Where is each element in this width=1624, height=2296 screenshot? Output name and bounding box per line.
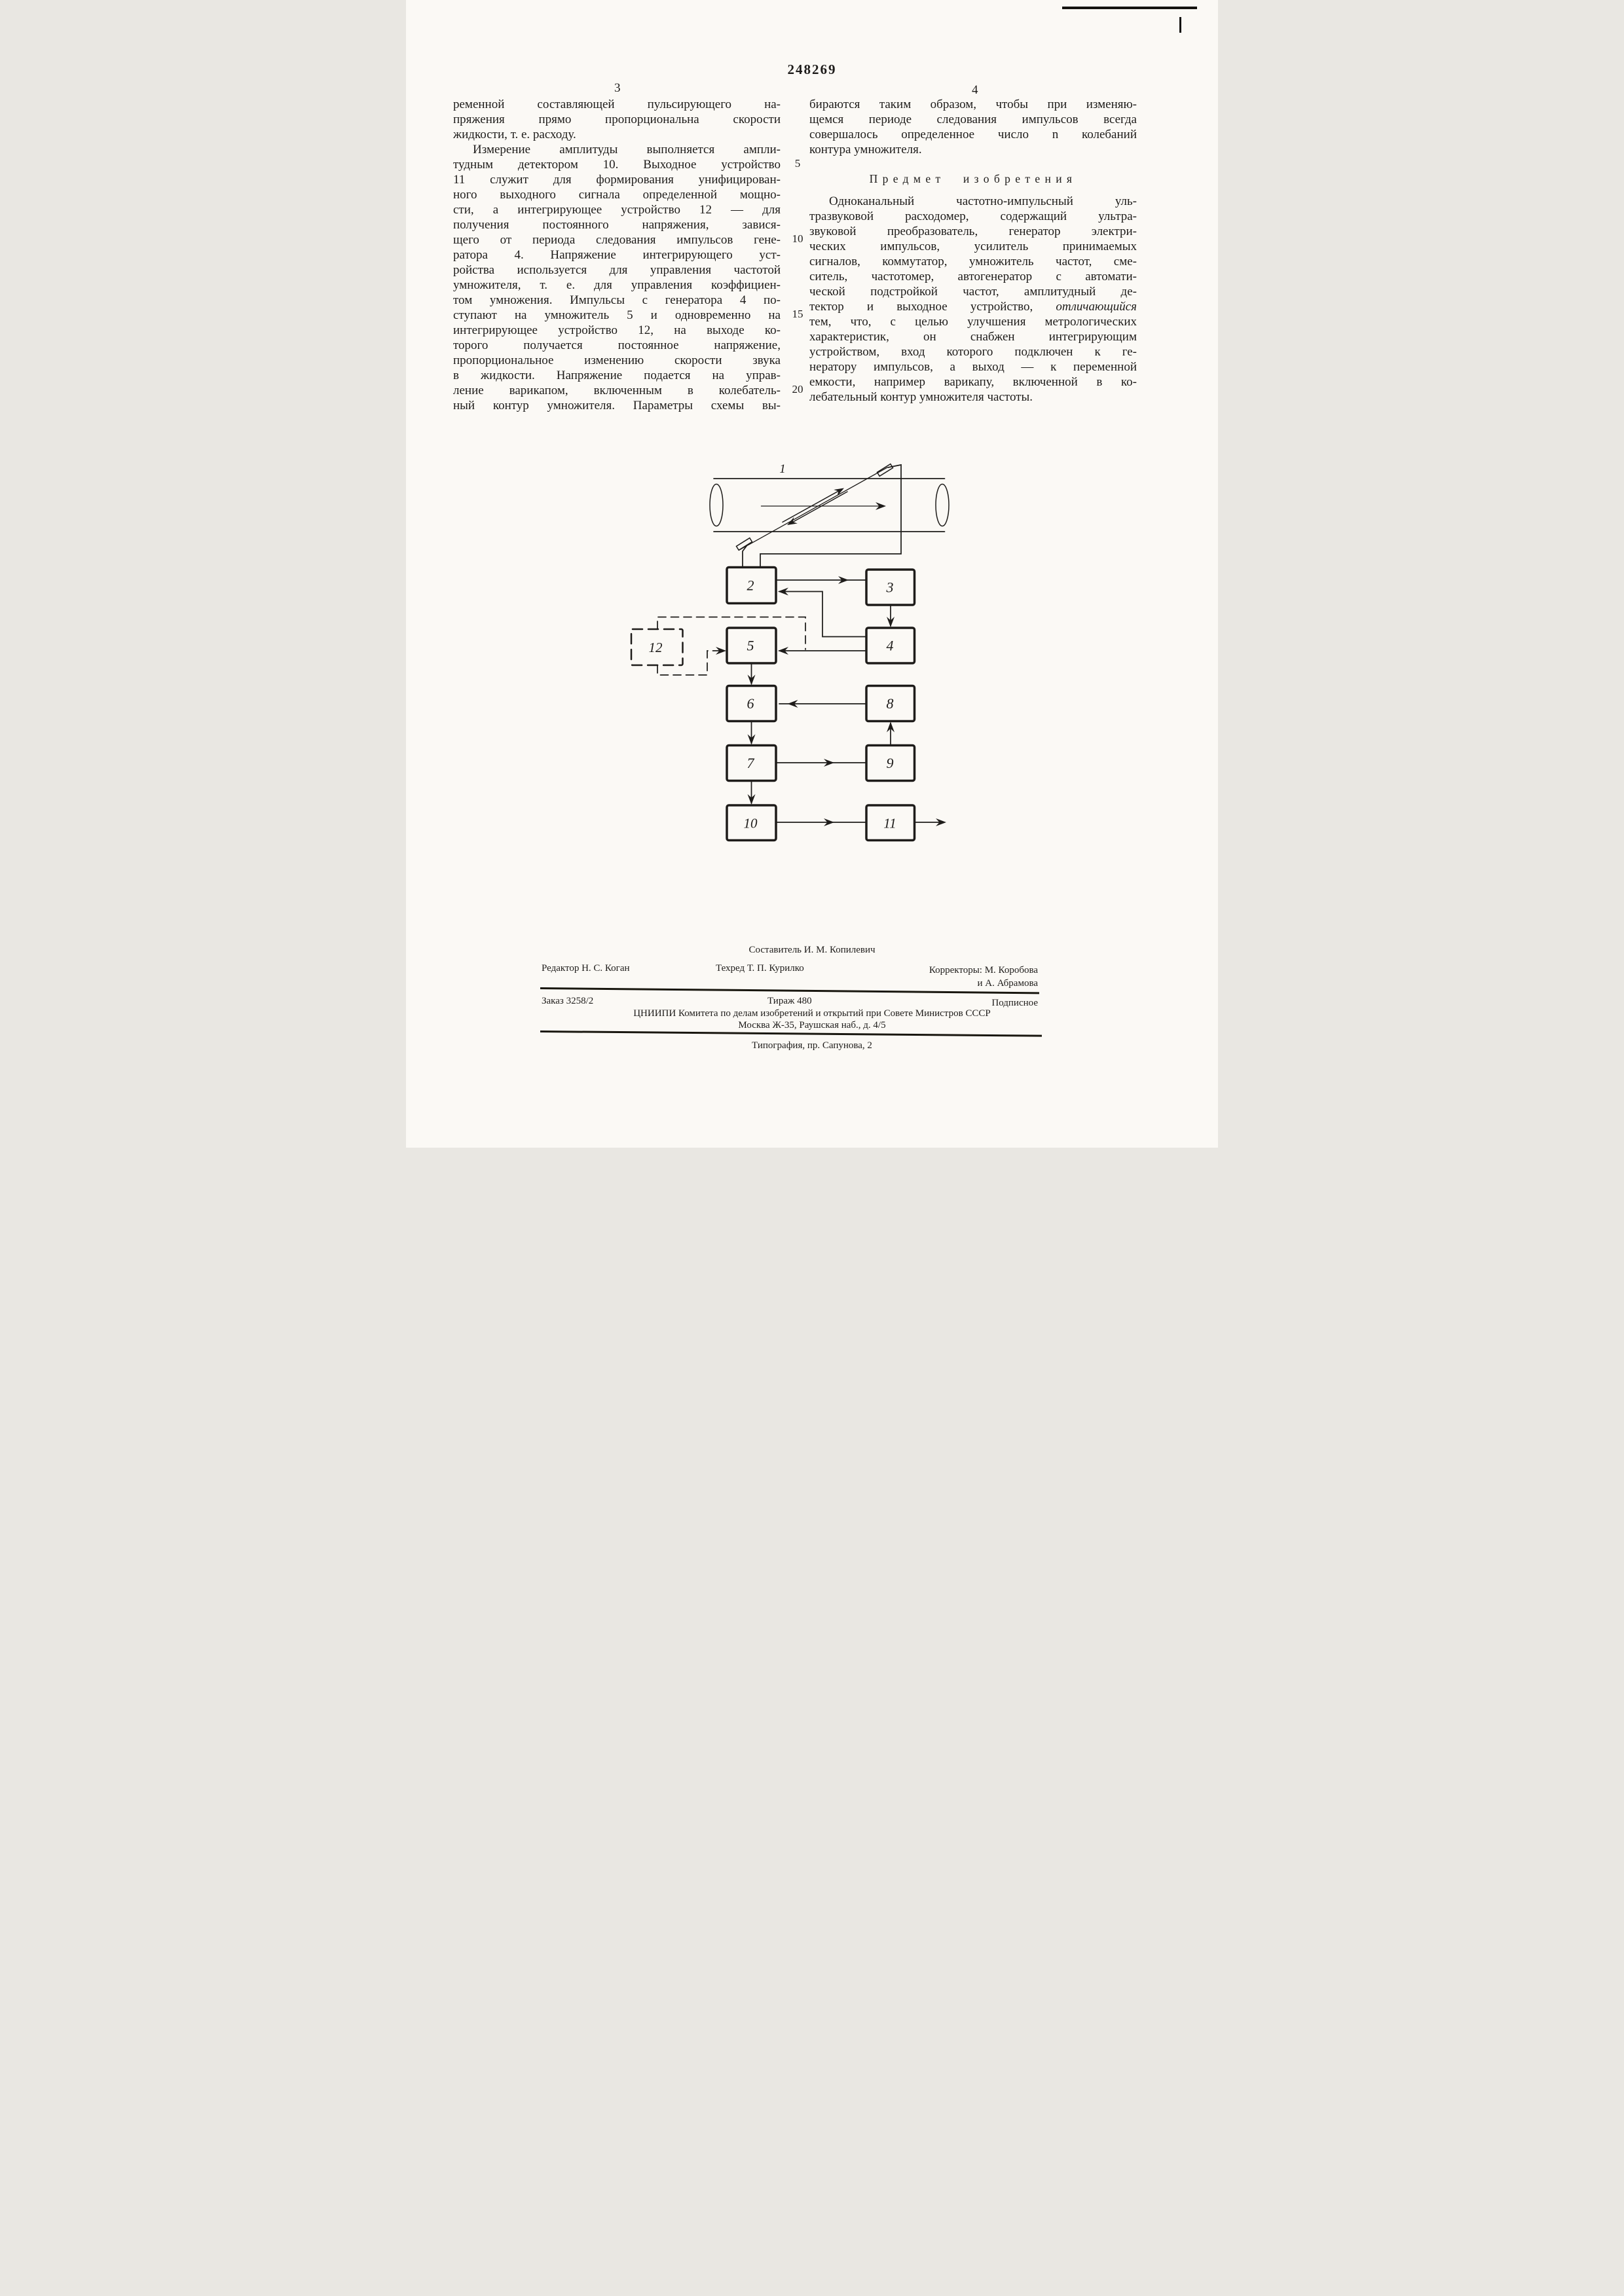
text-line: ческой подстройкой частот, амплитудный де- (809, 285, 1137, 299)
block-diagram (629, 458, 956, 845)
text-line: ременной составляющей пульсирующего на- (453, 98, 781, 111)
compositor-line: Составитель И. М. Копилевич (748, 945, 876, 955)
text-line: умножителя, т. е. для управления коэффициен- (453, 278, 781, 292)
gutter-line-number-5: 5 (794, 157, 801, 170)
box-label-6: 6 (747, 695, 754, 712)
tirazh: Тираж 480 (767, 996, 812, 1006)
text-line: ройства используется для управления частотой (453, 263, 781, 277)
text-line: ление варикапом, включенным в колебатель- (453, 384, 781, 397)
diagram-connectors (657, 576, 946, 826)
pipe-left-cap (710, 484, 723, 526)
diagram-box-12-dashed (631, 629, 683, 665)
text-line: пропорциональное изменению скорости звука (453, 354, 781, 367)
diagram-box-4 (866, 628, 915, 663)
pipe-label: 1 (779, 462, 786, 476)
diagram-box-8 (866, 746, 915, 781)
text-line: ратора 4. Напряжение интегрирующего уст- (453, 248, 781, 262)
techred-line: Техред Т. П. Курилко (716, 963, 804, 974)
text-line: контура умножителя. (809, 143, 922, 156)
box-label-8: 9 (886, 755, 894, 771)
gutter-line-number-10: 10 (792, 232, 803, 245)
box-label-3: 3 (886, 579, 894, 596)
text-line: нератору импульсов, а выход — к переменной (809, 360, 1137, 374)
address-line: Москва Ж-35, Раушская наб., д. 4/5 (738, 1020, 886, 1030)
box-label-12: 12 (648, 640, 663, 655)
correctors-line-2: и А. Абрамова (977, 978, 1038, 989)
box-label-5: 5 (747, 637, 754, 654)
text-line: щего от периода следования импульсов гене- (453, 233, 781, 247)
text-line: ного выходного сигнала определенной мощно- (453, 188, 781, 202)
footer-rule-bottom (540, 1030, 1042, 1037)
text-line: в жидкости. Напряжение подается на управ- (453, 369, 781, 382)
text-line: тудным детектором 10. Выходное устройство (453, 158, 781, 172)
gutter-line-number-15: 15 (792, 308, 803, 320)
text-line: Одноканальный частотно-импульсный уль- (829, 194, 1137, 208)
box-label-11: 11 (883, 815, 896, 831)
text-line: 11 служит для формирования унифицирован- (453, 173, 781, 187)
pipe-right-cap (936, 484, 949, 526)
text-line: пряжения прямо пропорциональна скорости (453, 113, 781, 126)
scan-artifact-tick (1179, 17, 1181, 33)
text-line: жидкости, т. е. расходу. (453, 128, 576, 141)
text-line: щемся периоде следования импульсов всегда (809, 113, 1137, 126)
text-line: ситель, частотомер, автогенератор с автомати- (809, 270, 1137, 283)
diagram-box-6 (727, 686, 776, 721)
column-number-left: 3 (614, 81, 621, 95)
text-line: ческих импульсов, усилитель принимаемых (809, 240, 1137, 253)
text-line: лебательный контур умножителя частоты. (809, 390, 1033, 404)
box-label-7: 7 (747, 755, 754, 771)
gutter-line-number-20: 20 (792, 383, 803, 395)
text-line: совершалось определенное число n колебаний (809, 128, 1137, 141)
transducer-upper (877, 464, 893, 477)
text-line: Измерение амплитуды выполняется ампли- (473, 143, 781, 156)
text-line: характеристик, он снабжен интегрирующим (809, 330, 1137, 344)
box-label-9: 8 (886, 695, 894, 712)
correctors-line: Корректоры: М. Коробова (929, 965, 1038, 975)
org-line: ЦНИИПИ Комитета по делам изобретений и открытий при Совете Министров СССР (633, 1008, 991, 1019)
beam-path (736, 464, 893, 551)
text-line: получения постоянного напряжения, завися- (453, 218, 781, 232)
dashed-connector-12 (657, 617, 805, 676)
box-label-10: 10 (743, 815, 758, 831)
text-line: ступают на умножитель 5 и одновременно на (453, 308, 781, 322)
diagram-boxes (631, 568, 915, 841)
text-line: емкости, например варикапу, включенной в ко- (809, 375, 1137, 389)
transducer-wires (743, 465, 901, 568)
diagram-box-5 (727, 628, 776, 663)
order-number: Заказ 3258/2 (542, 996, 594, 1006)
diagram-box-2 (727, 568, 776, 604)
text-line: сти, а интегрирующее устройство 12 — для (453, 203, 781, 217)
diagram-box-3 (866, 570, 915, 605)
text-line-claim (809, 299, 1137, 314)
diagram-box-11 (866, 805, 915, 841)
text-line: тем, что, с целью улучшения метрологических (809, 315, 1137, 329)
claim-italic-word: отличающийся (1056, 300, 1137, 314)
patent-number: 248269 (787, 62, 837, 77)
scan-artifact-bar (1062, 7, 1197, 9)
text-line: том умножения. Импульсы с генератора 4 по- (453, 293, 781, 307)
claim-plain-text: тектор и выходное устройство, (809, 300, 1056, 314)
text-line: тразвуковой расходомер, содержащий ультра- (809, 210, 1137, 223)
text-line: звуковой преобразователь, генератор электри- (809, 225, 1137, 238)
box-label-4: 4 (886, 637, 894, 654)
diagram-box-7 (727, 746, 776, 781)
diagram-box-10 (727, 805, 776, 841)
left-text-column (453, 97, 781, 413)
text-line: устройством, вход которого подключен к ге- (809, 345, 1137, 359)
patent-page (406, 0, 1218, 1148)
text-line: бираются таким образом, чтобы при изменяю- (809, 98, 1137, 111)
podpisnoe: Подписное (991, 998, 1038, 1008)
claims-heading: Предмет изобретения (869, 172, 1077, 185)
text-line: интегрирующее устройство 12, на выходе ко- (453, 323, 781, 337)
text-line: торого получается постоянное напряжение, (453, 338, 781, 352)
pipe (710, 479, 949, 532)
editor-line: Редактор Н. С. Коган (542, 963, 630, 974)
printer-line: Типография, пр. Сапунова, 2 (752, 1040, 872, 1051)
column-number-right: 4 (972, 83, 978, 97)
text-line: сигналов, коммутатор, умножитель частот, сме- (809, 255, 1137, 268)
right-text-column (809, 97, 1137, 405)
text-line: ный контур умножителя. Параметры схемы вы- (453, 399, 781, 412)
diagram-box-9 (866, 686, 915, 721)
box-label-2: 2 (747, 577, 754, 594)
